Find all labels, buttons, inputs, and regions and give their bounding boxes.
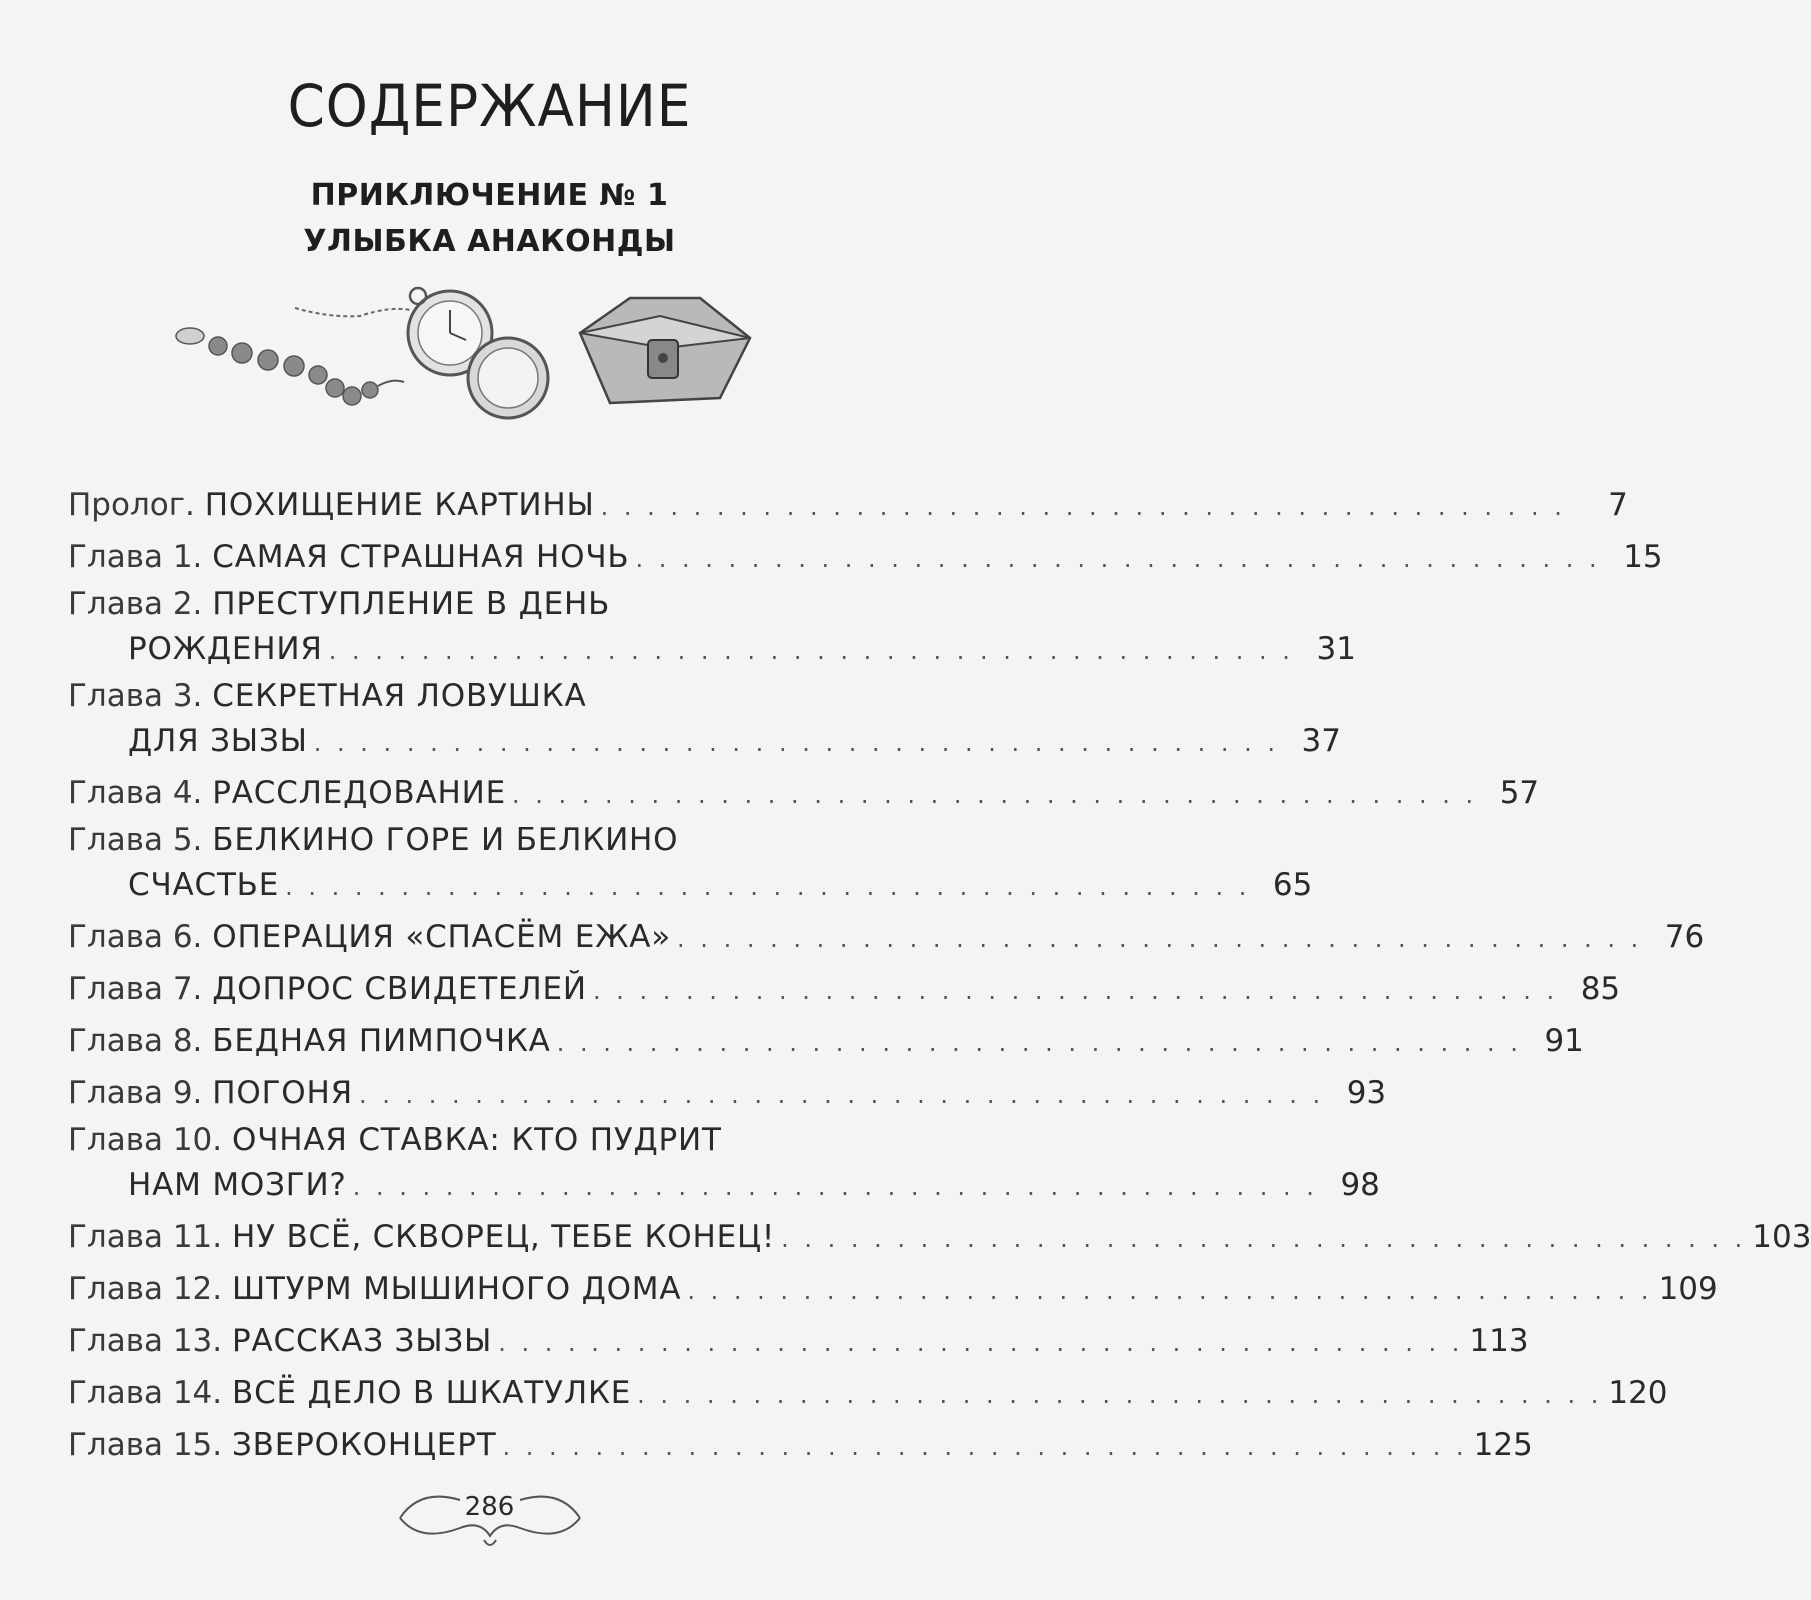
illustration-beads-watch-chest — [160, 278, 780, 448]
toc-entry-label — [68, 1316, 492, 1366]
toc-entry-line — [68, 1264, 1718, 1316]
toc-entry-title: РАССЛЕДОВАНИЕ — [212, 775, 506, 811]
toc-entry[interactable] — [68, 820, 1313, 912]
chest-icon — [580, 298, 750, 403]
toc-entry-prefix: Глава 13. — [68, 1323, 223, 1359]
toc-entry[interactable] — [68, 768, 1540, 820]
toc-entry-title: ОЧНАЯ СТАВКА: КТО ПУДРИТ — [232, 1122, 722, 1158]
contents-title: СОДЕРЖАНИЕ — [287, 72, 692, 140]
adventure-name: УЛЫБКА АНАКОНДЫ — [303, 224, 676, 259]
leader-dots: . . . . . . . . . . . . . . . . . . . . . . . . . . . . . . . . . . . . . . . . . . — [556, 1029, 1522, 1057]
page-number: 286 — [464, 1492, 515, 1522]
toc-entry-continuation — [68, 1160, 1380, 1212]
toc-entry-line — [68, 584, 908, 624]
toc-entry-prefix: Глава 7. — [68, 971, 203, 1007]
toc-entry-line — [68, 768, 1540, 820]
leader-dots: . . . . . . . . . . . . . . . . . . . . . . . . . . . . . . . . . . . . . . . . . . — [781, 1225, 1747, 1253]
toc-entry[interactable] — [68, 912, 1705, 964]
toc-entry-label — [68, 584, 610, 624]
toc-entry-page: 85 — [1580, 971, 1621, 1007]
toc-entry-prefix: Глава 12. — [68, 1271, 223, 1307]
leader-dots: . . . . . . . . . . . . . . . . . . . . . . . . . . . . . . . . . . . . . . . . . . — [592, 977, 1559, 1005]
toc-entry-page: 109 — [1658, 1271, 1718, 1307]
toc-entry-prefix: Глава 3. — [68, 678, 203, 714]
leader-dots: . . . . . . . . . . . . . . . . . . . . . . . . . . . . . . . . . . . . . . . . . . — [358, 1081, 1325, 1109]
toc-entry-page: 76 — [1664, 919, 1705, 955]
toc-entry[interactable] — [68, 532, 1663, 584]
toc-entry-title: ЗВЕРОКОНЦЕРТ — [232, 1427, 497, 1463]
toc-entry-prefix: Глава 1. — [68, 539, 203, 575]
toc-entry-prefix: Глава 8. — [68, 1023, 203, 1059]
toc-entry-page: 65 — [1272, 867, 1313, 903]
toc-entry-line — [68, 1016, 1584, 1068]
toc-entry-line — [68, 1420, 1533, 1472]
toc-entry-label — [68, 480, 595, 530]
toc-entry-title: БЕДНАЯ ПИМПОЧКА — [212, 1023, 551, 1059]
toc-entry-title: ОПЕРАЦИЯ «СПАСЁМ ЕЖА» — [212, 919, 672, 955]
toc-entry-title: САМАЯ СТРАШНАЯ НОЧЬ — [212, 539, 630, 575]
toc-entry-label — [68, 532, 629, 582]
toc-entry-title-cont: ДЛЯ ЗЫЗЫ — [128, 723, 308, 759]
adventure-number: ПРИКЛЮЧЕНИЕ № 1 — [310, 178, 669, 213]
toc-entry-label — [68, 1016, 551, 1066]
toc-entry[interactable] — [68, 964, 1621, 1016]
leader-dots: . . . . . . . . . . . . . . . . . . . . . . . . . . . . . . . . . . . . . . . . . . — [677, 925, 1643, 953]
toc-entry-title: ШТУРМ МЫШИНОГО ДОМА — [232, 1271, 682, 1307]
toc-entry[interactable] — [68, 1264, 1718, 1316]
toc-entry-label — [68, 1420, 496, 1470]
toc-entry-label — [68, 1264, 681, 1314]
toc-entry-title: СЕКРЕТНАЯ ЛОВУШКА — [212, 678, 587, 714]
toc-entry-line — [68, 1068, 1387, 1120]
toc-entry[interactable] — [68, 584, 1356, 676]
toc-entry-title-cont: РОЖДЕНИЯ — [128, 631, 323, 667]
toc-entry-title: ПРЕСТУПЛЕНИЕ В ДЕНЬ — [212, 586, 611, 622]
leader-dots: . . . . . . . . . . . . . . . . . . . . . . . . . . . . . . . . . . . . . . . . . . — [285, 873, 1251, 901]
toc-entry-line — [68, 1212, 1811, 1264]
bead-chain-icon — [176, 328, 404, 405]
toc-entry-line — [68, 480, 1628, 532]
toc-entry[interactable] — [68, 1420, 1533, 1472]
toc-entry[interactable] — [68, 1120, 1380, 1212]
toc-entry-continuation — [68, 716, 1341, 768]
leader-dots: . . . . . . . . . . . . . . . . . . . . . . . . . . . . . . . . . . . . . . . . . . — [328, 637, 1294, 665]
toc-entry-prefix: Глава 15. — [68, 1427, 223, 1463]
toc-entry-page: 57 — [1499, 775, 1540, 811]
toc-entry-page: 15 — [1623, 539, 1663, 575]
toc-entry-title: ДОПРОС СВИДЕТЕЛЕЙ — [212, 971, 587, 1007]
leader-dots: . . . . . . . . . . . . . . . . . . . . . . . . . . . . . . . . . . . . . . . . . . — [352, 1173, 1318, 1201]
leader-dots: . . . . . . . . . . . . . . . . . . . . . . . . . . . . . . . . . . . . . . . . . . — [498, 1329, 1464, 1357]
leader-dots: . . . . . . . . . . . . . . . . . . . . . . . . . . . . . . . . . . . . . . . . . . — [637, 1381, 1603, 1409]
toc-entry-label — [68, 1212, 775, 1262]
toc-entry-line — [68, 532, 1663, 584]
pocket-watch-icon — [408, 288, 548, 418]
toc-entry-label — [68, 768, 506, 818]
toc-entry-line — [68, 1316, 1529, 1368]
leader-dots: . . . . . . . . . . . . . . . . . . . . . . . . . . . . . . . . . . . . . . . . . . — [600, 493, 1566, 521]
toc-entry-title-cont: НАМ МОЗГИ? — [128, 1167, 347, 1203]
toc-entry[interactable] — [68, 480, 1628, 532]
toc-entry[interactable] — [68, 1316, 1529, 1368]
toc-entry[interactable] — [68, 1016, 1584, 1068]
toc-entry-label — [68, 912, 671, 962]
toc-entry-label — [68, 676, 586, 716]
toc-entry[interactable] — [68, 1212, 1811, 1264]
toc-entry-prefix: Глава 11. — [68, 1219, 223, 1255]
toc-entry-label — [68, 1068, 353, 1118]
leader-dots: . . . . . . . . . . . . . . . . . . . . . . . . . . . . . . . . . . . . . . . . . . — [502, 1433, 1468, 1461]
toc-entry-prefix: Глава 9. — [68, 1075, 203, 1111]
toc-entry-prefix: Глава 5. — [68, 822, 203, 858]
leader-dots: . . . . . . . . . . . . . . . . . . . . . . . . . . . . . . . . . . . . . . . . . . — [687, 1277, 1653, 1305]
toc-entry-title: ПОГОНЯ — [212, 1075, 353, 1111]
toc-entry-label — [68, 964, 587, 1014]
toc-entry-page: 98 — [1340, 1167, 1380, 1203]
toc-entry-label — [68, 1120, 722, 1160]
toc-entry[interactable] — [68, 1068, 1387, 1120]
toc-entry-line — [68, 676, 908, 716]
toc-entry-prefix: Глава 6. — [68, 919, 203, 955]
toc-entry-label — [68, 1368, 631, 1418]
toc-entry-continuation — [68, 624, 1356, 676]
watch-chain-icon — [295, 308, 410, 316]
toc-entry-page: 125 — [1473, 1427, 1533, 1463]
leader-dots: . . . . . . . . . . . . . . . . . . . . . . . . . . . . . . . . . . . . . . . . . . — [313, 729, 1279, 757]
toc-entry-continuation — [68, 860, 1313, 912]
toc-entry-title-cont: СЧАСТЬЕ — [128, 867, 280, 903]
toc-entry-page: 91 — [1544, 1023, 1584, 1059]
toc-entry-title: ВСЁ ДЕЛО В ШКАТУЛКЕ — [232, 1375, 632, 1411]
leader-dots: . . . . . . . . . . . . . . . . . . . . . . . . . . . . . . . . . . . . . . . . . . — [635, 545, 1601, 573]
toc-entry-label — [68, 820, 678, 860]
toc-entry-prefix: Глава 2. — [68, 586, 203, 622]
toc-entry-page: 120 — [1608, 1375, 1668, 1411]
toc-entry-title: РАССКАЗ ЗЫЗЫ — [232, 1323, 493, 1359]
toc-entry[interactable] — [68, 1368, 1668, 1420]
toc-entry-page: 31 — [1316, 631, 1356, 667]
toc-entry-line — [68, 964, 1621, 1016]
toc-entry-prefix: Пролог. — [68, 487, 195, 523]
table-of-contents — [68, 480, 1811, 1472]
toc-entry-page: 37 — [1301, 723, 1341, 759]
toc-entry-page: 113 — [1469, 1323, 1529, 1359]
toc-entry-page: 103 — [1752, 1219, 1811, 1255]
toc-entry-title: ПОХИЩЕНИЕ КАРТИНЫ — [204, 487, 595, 523]
toc-entry-prefix: Глава 10. — [68, 1122, 223, 1158]
toc-entry-page: 7 — [1608, 487, 1628, 523]
toc-entry-page: 93 — [1346, 1075, 1387, 1111]
toc-entry-prefix: Глава 4. — [68, 775, 203, 811]
toc-entry[interactable] — [68, 676, 1341, 768]
toc-entry-line — [68, 912, 1705, 964]
toc-entry-prefix: Глава 14. — [68, 1375, 223, 1411]
toc-entry-title: НУ ВСЁ, СКВОРЕЦ, ТЕБЕ КОНЕЦ! — [232, 1219, 776, 1255]
leader-dots: . . . . . . . . . . . . . . . . . . . . . . . . . . . . . . . . . . . . . . . . . . — [511, 781, 1478, 809]
toc-entry-title: БЕЛКИНО ГОРЕ И БЕЛКИНО — [212, 822, 679, 858]
toc-entry-line — [68, 1120, 908, 1160]
toc-entry-line — [68, 1368, 1668, 1420]
toc-entry-line — [68, 820, 908, 860]
